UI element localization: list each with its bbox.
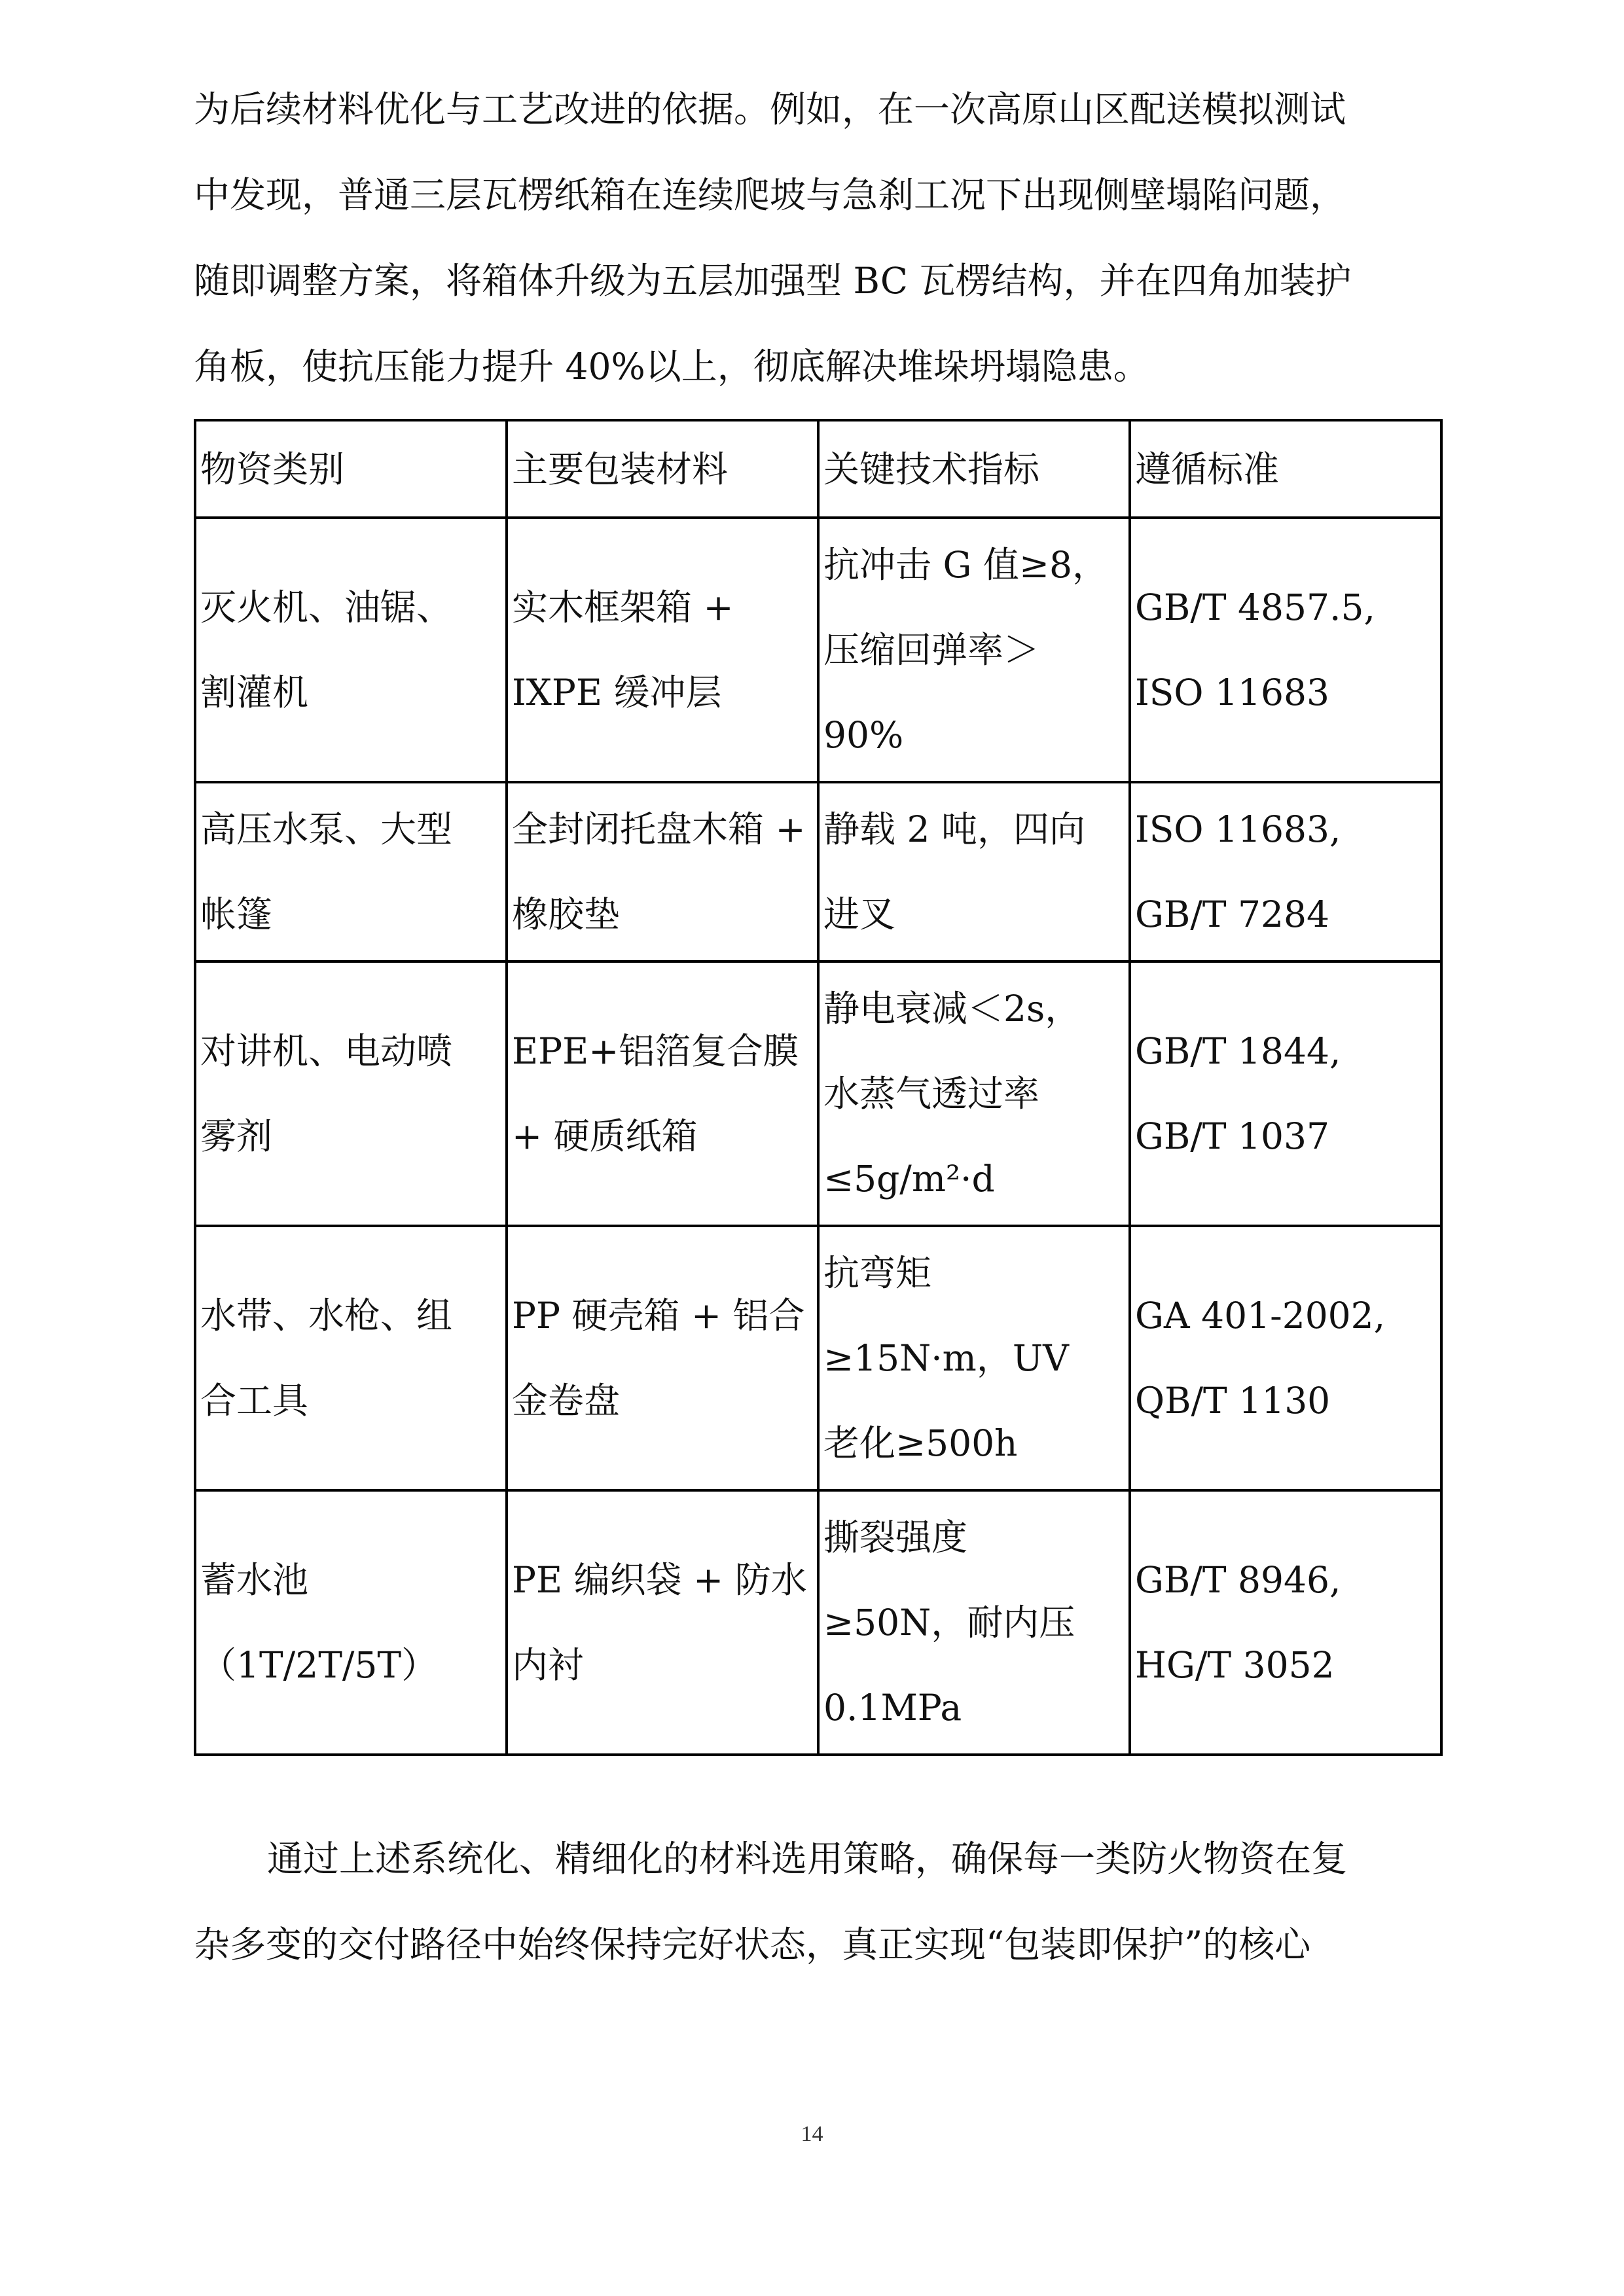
cell-standard (1130, 518, 1441, 782)
paragraph-line: 杂多变的交付路径中始终保持完好状态，真正实现“包装即保护”的核心 (194, 1924, 1311, 1965)
cell-text: 抗弯矩 (823, 1252, 932, 1294)
cell-text: 金卷盘 (512, 1380, 621, 1422)
cell-text: HG/T 3052 (1135, 1644, 1335, 1686)
paragraph-conclusion (194, 1816, 1437, 1988)
cell-material (507, 782, 818, 961)
cell-text: 帐篷 (200, 893, 273, 935)
cell-text: 抗冲击 G 值≥8， (823, 544, 1108, 586)
cell-text: IXPE 缓冲层 (512, 672, 722, 713)
cell-indicator (818, 782, 1130, 961)
header-material: 主要包装材料 (507, 420, 818, 518)
cell-category (195, 961, 507, 1226)
cell-text: 合工具 (200, 1380, 309, 1422)
cell-category (195, 1226, 507, 1490)
cell-text: + 硬质纸箱 (512, 1115, 698, 1157)
cell-text: PE 编织袋 + 防水 (512, 1559, 807, 1601)
cell-text: GB/T 1037 (1135, 1115, 1330, 1157)
cell-text: ISO 11683, (1135, 808, 1341, 850)
cell-category (195, 1490, 507, 1755)
paragraph-line: 随即调整方案，将箱体升级为五层加强型 BC 瓦楞结构，并在四角加装护 (194, 260, 1352, 302)
cell-category (195, 782, 507, 961)
header-category: 物资类别 (195, 420, 507, 518)
cell-text: 老化≥500h (823, 1422, 1018, 1464)
cell-material (507, 1226, 818, 1490)
page-number: 14 (801, 2122, 823, 2146)
cell-indicator (818, 518, 1130, 782)
cell-material (507, 518, 818, 782)
cell-text: 压缩回弹率＞ (823, 629, 1040, 671)
cell-text: 撕裂强度 (823, 1516, 968, 1558)
cell-text: 对讲机、电动喷 (200, 1030, 453, 1072)
table-row (195, 1226, 1441, 1490)
cell-text: 灭火机、油锯、 (200, 586, 453, 628)
cell-standard (1130, 961, 1441, 1226)
cell-indicator (818, 1490, 1130, 1755)
cell-text: （1T/2T/5T） (200, 1644, 438, 1686)
cell-text: ≤5g/m²·d (823, 1158, 995, 1200)
paragraph-intro (194, 67, 1437, 410)
cell-text: 内衬 (512, 1644, 585, 1686)
table-row (195, 518, 1441, 782)
cell-text: 橡胶垫 (512, 893, 621, 935)
cell-text: 进叉 (823, 893, 896, 935)
cell-text: 实木框架箱 + (512, 586, 734, 628)
paragraph-line: 为后续材料优化与工艺改进的依据。例如，在一次高原山区配送模拟测试 (194, 88, 1346, 130)
paragraph-line: 中发现，普通三层瓦楞纸箱在连续爬坡与急刹工况下出现侧壁塌陷问题， (194, 174, 1346, 216)
cell-text: 雾剂 (200, 1115, 273, 1157)
cell-text: 蓄水池 (200, 1559, 309, 1601)
cell-text: GA 401-2002, (1135, 1295, 1386, 1336)
table-row (195, 961, 1441, 1226)
cell-material (507, 1490, 818, 1755)
cell-text: 水蒸气透过率 (823, 1073, 1040, 1115)
cell-standard (1130, 1226, 1441, 1490)
cell-text: 静电衰减＜2s， (823, 988, 1081, 1030)
header-standard: 遵循标准 (1130, 420, 1441, 518)
cell-text: EPE+铝箔复合膜 (512, 1030, 799, 1072)
packaging-materials-table (194, 419, 1443, 1756)
cell-text: ISO 11683 (1135, 672, 1329, 713)
cell-standard (1130, 782, 1441, 961)
cell-category (195, 518, 507, 782)
table-row (195, 782, 1441, 961)
cell-material (507, 961, 818, 1226)
cell-text: GB/T 7284 (1135, 893, 1330, 935)
cell-text: QB/T 1130 (1135, 1380, 1331, 1422)
cell-indicator (818, 961, 1130, 1226)
cell-text: PP 硬壳箱 + 铝合 (512, 1295, 805, 1336)
table-row (195, 1490, 1441, 1755)
cell-text: GB/T 4857.5, (1135, 586, 1375, 628)
cell-text: 0.1MPa (823, 1687, 962, 1729)
table-header-row (195, 420, 1441, 518)
cell-standard (1130, 1490, 1441, 1755)
cell-text: 水带、水枪、组 (200, 1295, 453, 1336)
cell-text: 全封闭托盘木箱 + (512, 808, 806, 850)
cell-text: 静载 2 吨，四向 (823, 808, 1085, 850)
cell-text: ≥15N·m，UV (823, 1337, 1069, 1379)
cell-text: GB/T 8946, (1135, 1559, 1341, 1601)
cell-text: 90% (823, 714, 904, 756)
cell-text: 高压水泵、大型 (200, 808, 453, 850)
cell-text: 割灌机 (200, 672, 309, 713)
header-indicator: 关键技术指标 (818, 420, 1130, 518)
cell-text: ≥50N，耐内压 (823, 1602, 1075, 1643)
cell-indicator (818, 1226, 1130, 1490)
paragraph-line: 通过上述系统化、精细化的材料选用策略，确保每一类防火物资在复 (267, 1838, 1348, 1880)
paragraph-line: 角板，使抗压能力提升 40%以上，彻底解决堆垛坍塌隐患。 (194, 346, 1149, 387)
cell-text: GB/T 1844, (1135, 1030, 1341, 1072)
